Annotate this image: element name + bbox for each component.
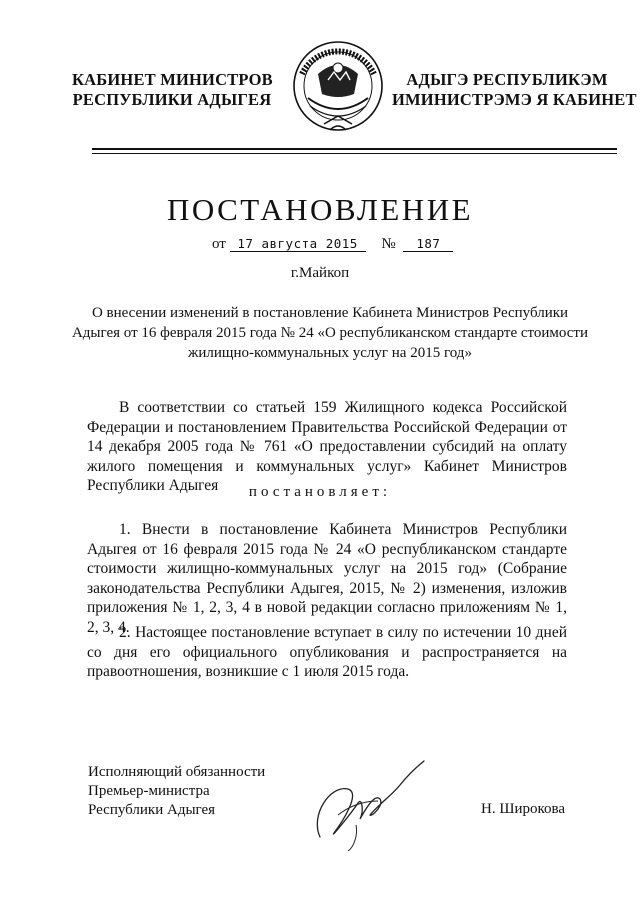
preamble-paragraph: В соответствии со статьей 159 Жилищного кодекса Российской Федерации и постановлением Правительства Российской Федерации от 14 декабря 2005 года № 761 «О предоставлении субсидий на оплату жилого помещения и коммунальных услуг» Кабинет Министров Республики Адыгея xyxy=(87,399,567,494)
header-left xyxy=(72,70,272,110)
number-label: № xyxy=(381,236,396,252)
header-right-line2: ИМИНИСТРЭМЭ Я КАБИНЕТ xyxy=(392,90,637,109)
date-number-line xyxy=(212,236,453,253)
city: г.Майкоп xyxy=(290,265,350,281)
document-date: 17 августа 2015 xyxy=(230,236,366,252)
from-label: от xyxy=(212,236,226,252)
decree-word: постановляет: xyxy=(248,484,392,500)
document-subject: О внесении изменений в постановление Кабинета Министров Республики Адыгея от 16 февраля 2015 года № 24 «О республиканском стандарте стоимости жилищно-коммунальных услуг на 2015 год» xyxy=(71,305,589,361)
handwritten-signature-icon xyxy=(300,755,430,855)
header-rule-thin xyxy=(92,153,617,154)
document-number: 187 xyxy=(403,236,453,252)
signatory-line1: Исполняющий обязанности xyxy=(88,764,266,780)
item-paragraph: 2. Настоящее постановление вступает в силу по истечении 10 дней со дня его официального опубликования и распространяется на правоотношения, возникшие с 1 июля 2015 года. xyxy=(87,624,567,680)
signatory-name: Н. Широкова xyxy=(481,801,566,817)
signatory-line2: Премьер-министра xyxy=(88,783,210,799)
header-left-line1: КАБИНЕТ МИНИСТРОВ xyxy=(72,70,273,89)
header-left-line2: РЕСПУБЛИКИ АДЫГЕЯ xyxy=(72,90,272,109)
item-paragraph: 1. Внести в постановление Кабинета Министров Республики Адыгея от 16 февраля 2015 года № 24 «О республиканском стандарте стоимости жилищно-коммунальных услуг на 2015 год» (Собрание законодательства Республики Адыгея, 2015, № 2) изменения, изложив приложения № 1, 2, 3, 4 в новой редакции согласно приложениям № 1, 2, 3, 4. xyxy=(87,521,567,636)
header-right xyxy=(392,70,637,110)
coat-of-arms-icon xyxy=(284,36,392,138)
header-rule-thick xyxy=(92,148,617,150)
document-title: ПОСТАНОВЛЕНИЕ xyxy=(166,192,474,227)
signatory-title xyxy=(88,763,265,820)
signatory-line3: Республики Адыгея xyxy=(88,802,216,818)
header-right-line1: АДЫГЭ РЕСПУБЛИКЭМ xyxy=(406,70,608,89)
